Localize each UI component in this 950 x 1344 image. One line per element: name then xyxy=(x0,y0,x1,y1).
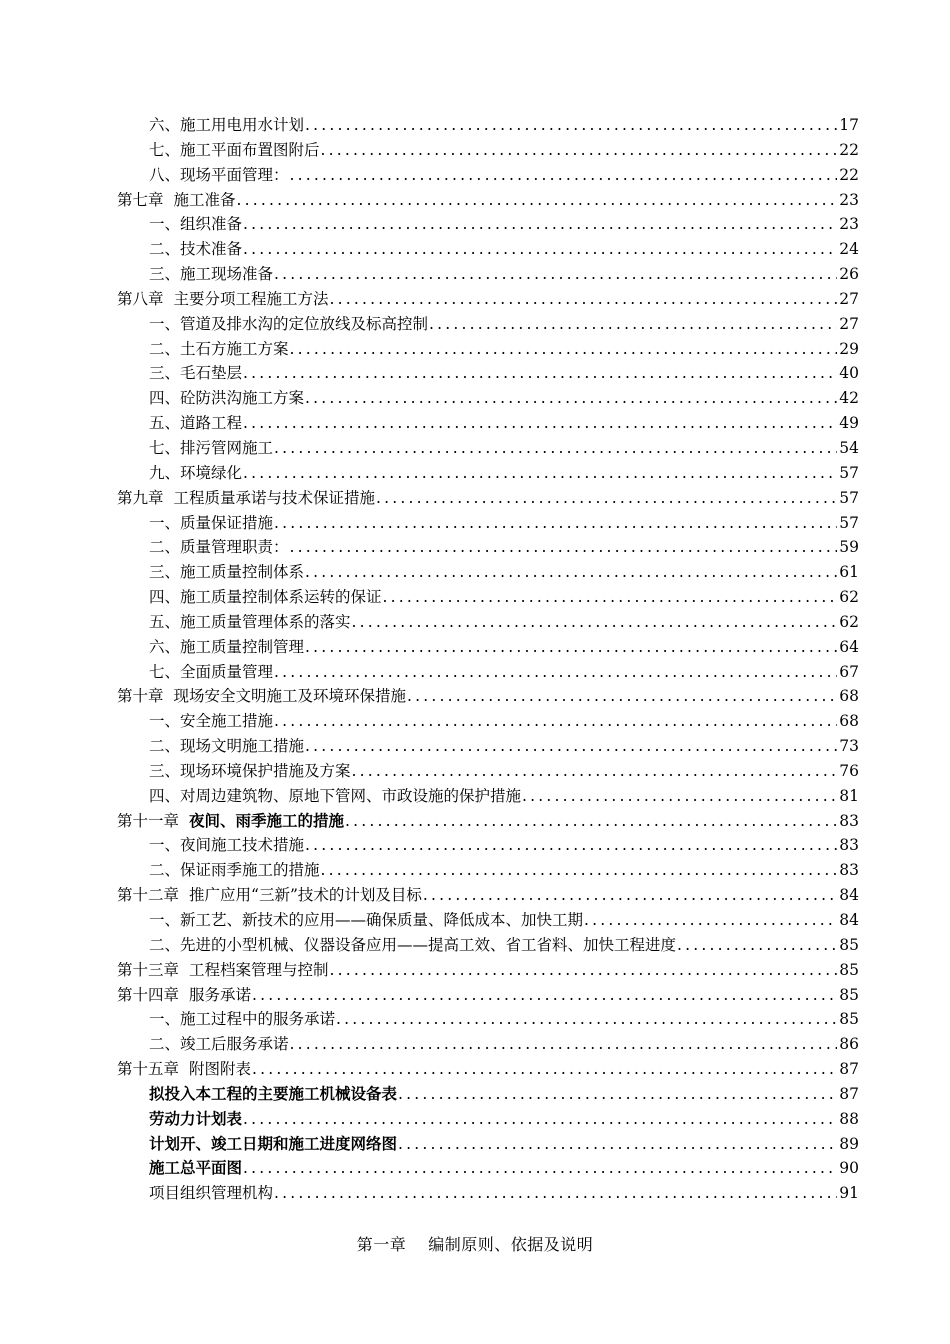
toc-entry-title xyxy=(149,1156,242,1181)
toc-entry-title xyxy=(149,585,382,610)
toc-chapter-number: 第七章 xyxy=(117,190,164,209)
toc-entry[interactable] xyxy=(0,486,950,511)
toc-title-text: 四、施工质量控制体系运转的保证 xyxy=(149,588,382,607)
toc-entry[interactable] xyxy=(0,287,950,312)
dot-leader xyxy=(274,660,837,685)
toc-entry-title xyxy=(149,361,242,386)
toc-page-number: 49 xyxy=(839,414,859,433)
toc-entry-title xyxy=(149,163,289,188)
toc-title-text: 一、安全施工措施 xyxy=(149,712,274,731)
toc-page-number: 17 xyxy=(839,116,859,134)
toc-entry[interactable] xyxy=(0,312,950,337)
toc-title-text: 二、保证雨季施工的措施 xyxy=(149,861,320,880)
toc-page-number: 84 xyxy=(839,911,859,929)
toc-chapter-number: 第九章 xyxy=(117,488,164,507)
toc-title-text: 施工总平面图 xyxy=(149,1158,243,1178)
toc-entry-title xyxy=(117,287,329,312)
dot-leader xyxy=(252,983,837,1008)
toc-chapter-number: 第十一章 xyxy=(117,811,180,830)
toc-page-number: 62 xyxy=(839,612,859,631)
dot-leader xyxy=(274,1181,837,1206)
toc-entry[interactable] xyxy=(0,1181,950,1206)
dot-leader xyxy=(305,734,837,759)
toc-entry[interactable] xyxy=(0,610,950,635)
dot-leader xyxy=(243,1156,837,1181)
toc-chapter-number: 第十五章 xyxy=(117,1060,180,1079)
toc-title-text: 七、施工平面布置图附后 xyxy=(149,140,320,159)
toc-page-number: 24 xyxy=(839,240,859,259)
dot-leader xyxy=(383,585,838,610)
toc-title-text: 八、现场平面管理： xyxy=(149,165,289,184)
toc-title-text: 三、现场环境保护措施及方案 xyxy=(149,761,351,780)
toc-entry-title xyxy=(117,684,406,709)
toc-title-text: 六、施工质量控制管理 xyxy=(149,637,305,656)
dot-leader xyxy=(321,858,838,883)
toc-page-number: 40 xyxy=(839,364,859,383)
toc-entry-title xyxy=(149,660,273,685)
toc-entry[interactable] xyxy=(0,337,950,362)
toc-entry[interactable] xyxy=(0,1132,950,1157)
dot-leader xyxy=(305,560,837,585)
dot-leader xyxy=(243,237,837,262)
toc-entry[interactable] xyxy=(0,361,950,386)
toc-entry[interactable] xyxy=(0,784,950,809)
toc-entry[interactable] xyxy=(0,660,950,685)
toc-page-number: 26 xyxy=(839,265,859,284)
toc-entry-title xyxy=(149,833,304,858)
toc-title-text: 拟投入本工程的主要施工机械设备表 xyxy=(149,1083,398,1103)
toc-chapter-number: 第十三章 xyxy=(117,960,180,979)
toc-title-text: 现场安全文明施工及环境环保措施 xyxy=(173,687,407,706)
chapter-number: 第一章 xyxy=(356,1235,407,1254)
toc-title-text: 七、全面质量管理 xyxy=(149,662,274,681)
toc-entry[interactable] xyxy=(0,908,950,933)
toc-entry[interactable] xyxy=(0,1007,950,1032)
toc-title-text: 一、组织准备 xyxy=(149,215,243,234)
toc-entry-title xyxy=(149,212,242,237)
toc-entry-title xyxy=(149,560,304,585)
toc-entry-title xyxy=(149,635,304,660)
toc-title-text: 项目组织管理机构 xyxy=(149,1184,274,1203)
toc-entry-title xyxy=(149,262,273,287)
toc-entry-title xyxy=(149,1107,242,1132)
toc-page-number: 88 xyxy=(839,1109,859,1128)
toc-entry[interactable] xyxy=(0,1082,950,1107)
toc-title-text: 四、砼防洪沟施工方案 xyxy=(149,389,305,408)
toc-title-text: 一、质量保证措施 xyxy=(149,513,274,532)
toc-entry-title xyxy=(117,486,375,511)
toc-entry-title xyxy=(149,759,351,784)
toc-entry[interactable] xyxy=(0,809,950,834)
toc-title-text: 一、新工艺、新技术的应用——确保质量、降低成本、加快工期 xyxy=(149,911,584,929)
toc-entry[interactable] xyxy=(0,138,950,163)
toc-entry[interactable] xyxy=(0,684,950,709)
dot-leader xyxy=(398,1132,837,1157)
toc-page-number: 83 xyxy=(839,836,859,855)
dot-leader xyxy=(584,908,837,933)
dot-leader xyxy=(243,361,837,386)
toc-entry-title xyxy=(149,113,304,138)
toc-page-number: 87 xyxy=(839,1084,859,1103)
dot-leader xyxy=(376,486,837,511)
dot-leader xyxy=(677,933,837,958)
toc-title-text: 计划开、竣工日期和施工进度网络图 xyxy=(149,1133,398,1153)
dot-leader xyxy=(352,759,838,784)
toc-page-number: 22 xyxy=(839,165,859,184)
toc-entry-title xyxy=(149,1082,397,1107)
toc-page-number: 27 xyxy=(839,314,859,333)
toc-entry-title xyxy=(117,958,329,983)
toc-entry[interactable] xyxy=(0,511,950,536)
toc-title-text: 三、毛石垫层 xyxy=(149,364,243,383)
toc-entry[interactable] xyxy=(0,188,950,213)
toc-page-number: 87 xyxy=(839,1060,859,1079)
toc-title-text: 六、施工用电用水计划 xyxy=(149,116,305,134)
toc-title-text: 推广应用“三新”技术的计划及目标 xyxy=(189,886,422,905)
dot-leader xyxy=(243,411,837,436)
toc-entry-title xyxy=(149,386,304,411)
toc-title-text: 一、夜间施工技术措施 xyxy=(149,836,305,855)
toc-title-text: 一、管道及排水沟的定位放线及标高控制 xyxy=(149,314,429,333)
toc-entry-title xyxy=(149,535,289,560)
toc-page-number: 85 xyxy=(839,960,859,979)
toc-entry-title xyxy=(149,709,273,734)
toc-entry-title xyxy=(149,411,242,436)
toc-entry[interactable] xyxy=(0,585,950,610)
dot-leader xyxy=(290,535,838,560)
toc-entry-title xyxy=(149,908,583,933)
toc-title-text: 服务承诺 xyxy=(189,985,252,1004)
toc-entry[interactable] xyxy=(0,635,950,660)
toc-title-text: 三、施工现场准备 xyxy=(149,265,274,284)
toc-page-number: 54 xyxy=(839,438,859,457)
toc-title-text: 二、质量管理职责： xyxy=(149,538,289,557)
dot-leader xyxy=(407,684,837,709)
toc-page-number: 62 xyxy=(839,588,859,607)
toc-page-number: 68 xyxy=(839,687,859,706)
toc-page-number: 57 xyxy=(839,463,859,482)
toc-page-number: 73 xyxy=(839,737,859,756)
toc-entry-title xyxy=(149,784,521,809)
toc-page-number: 90 xyxy=(839,1159,859,1178)
toc-entry-title xyxy=(117,188,236,213)
dot-leader xyxy=(330,287,838,312)
toc-entry[interactable] xyxy=(0,933,950,958)
toc-page-number: 42 xyxy=(839,389,859,408)
toc-entry[interactable] xyxy=(0,163,950,188)
table-of-contents xyxy=(0,113,950,1206)
toc-page-number: 83 xyxy=(839,861,859,880)
toc-entry[interactable] xyxy=(0,113,950,138)
toc-title-text: 四、对周边建筑物、原地下管网、市政设施的保护措施 xyxy=(149,786,522,805)
toc-entry-title xyxy=(149,1032,289,1057)
dot-leader xyxy=(274,511,837,536)
toc-page-number: 23 xyxy=(839,190,859,209)
toc-entry-title xyxy=(149,461,242,486)
toc-title-text: 工程质量承诺与技术保证措施 xyxy=(173,488,376,507)
dot-leader xyxy=(305,386,837,411)
toc-entry-title xyxy=(117,1057,251,1082)
toc-page-number: 91 xyxy=(839,1184,859,1203)
toc-entry[interactable] xyxy=(0,958,950,983)
toc-entry[interactable] xyxy=(0,858,950,883)
dot-leader xyxy=(252,1057,837,1082)
toc-title-text: 二、竣工后服务承诺 xyxy=(149,1035,289,1054)
toc-entry[interactable] xyxy=(0,535,950,560)
toc-entry[interactable] xyxy=(0,560,950,585)
dot-leader xyxy=(290,337,838,362)
dot-leader xyxy=(243,212,837,237)
toc-entry-title xyxy=(149,511,273,536)
dot-leader xyxy=(321,138,838,163)
toc-page-number: 29 xyxy=(839,339,859,358)
toc-page-number: 68 xyxy=(839,712,859,731)
toc-entry[interactable] xyxy=(0,709,950,734)
toc-entry-title xyxy=(149,138,320,163)
toc-page-number: 85 xyxy=(839,1010,859,1029)
dot-leader xyxy=(345,809,837,834)
toc-entry[interactable] xyxy=(0,1032,950,1057)
toc-entry[interactable] xyxy=(0,983,950,1008)
toc-page-number: 23 xyxy=(839,215,859,234)
toc-page-number: 85 xyxy=(839,985,859,1004)
toc-page-number: 85 xyxy=(839,935,859,954)
toc-page-number: 84 xyxy=(839,886,859,905)
dot-leader xyxy=(290,1032,838,1057)
toc-title-text: 五、施工质量管理体系的落实 xyxy=(149,612,351,631)
toc-chapter-number: 第十章 xyxy=(117,687,164,706)
chapter-heading xyxy=(0,1232,950,1255)
dot-leader xyxy=(274,709,837,734)
toc-title-text: 施工准备 xyxy=(173,190,236,209)
toc-title-text: 附图附表 xyxy=(189,1060,252,1079)
toc-entry-title xyxy=(149,436,273,461)
toc-page-number: 57 xyxy=(839,488,859,507)
toc-entry[interactable] xyxy=(0,461,950,486)
toc-entry[interactable] xyxy=(0,734,950,759)
toc-page-number: 27 xyxy=(839,289,859,308)
toc-chapter-number: 第十四章 xyxy=(117,985,180,1004)
toc-title-text: 三、施工质量控制体系 xyxy=(149,563,305,582)
dot-leader xyxy=(274,262,837,287)
toc-entry[interactable] xyxy=(0,262,950,287)
dot-leader xyxy=(243,461,837,486)
toc-entry-title xyxy=(149,337,289,362)
toc-page-number: 64 xyxy=(839,637,859,656)
toc-entry-title xyxy=(149,610,351,635)
toc-page-number: 61 xyxy=(839,563,859,582)
toc-page-number: 57 xyxy=(839,513,859,532)
dot-leader xyxy=(305,113,837,138)
dot-leader xyxy=(290,163,838,188)
toc-title-text: 七、排污管网施工 xyxy=(149,438,274,457)
toc-entry[interactable] xyxy=(0,833,950,858)
dot-leader xyxy=(243,1107,837,1132)
toc-title-text: 二、技术准备 xyxy=(149,240,243,259)
dot-leader xyxy=(429,312,837,337)
dot-leader xyxy=(398,1082,837,1107)
dot-leader xyxy=(237,188,838,213)
toc-title-text: 一、施工过程中的服务承诺 xyxy=(149,1010,336,1029)
toc-entry[interactable] xyxy=(0,386,950,411)
toc-page-number: 67 xyxy=(839,662,859,681)
toc-page-number: 76 xyxy=(839,761,859,780)
toc-page-number: 59 xyxy=(839,538,859,557)
toc-entry-title xyxy=(149,312,428,337)
dot-leader xyxy=(330,958,838,983)
toc-entry[interactable] xyxy=(0,1057,950,1082)
toc-title-text: 二、土石方施工方案 xyxy=(149,339,289,358)
toc-entry[interactable] xyxy=(0,759,950,784)
dot-leader xyxy=(522,784,837,809)
toc-title-text: 夜间、雨季施工的措施 xyxy=(189,810,345,830)
toc-page-number: 81 xyxy=(839,786,859,805)
toc-title-text: 二、现场文明施工措施 xyxy=(149,737,305,756)
toc-page-number: 83 xyxy=(839,811,859,830)
toc-chapter-number: 第十二章 xyxy=(117,886,180,905)
toc-title-text: 二、先进的小型机械、仪器设备应用——提高工效、省工省料、加快工程进度 xyxy=(149,935,677,954)
toc-page-number: 89 xyxy=(839,1134,859,1153)
dot-leader xyxy=(423,883,837,908)
dot-leader xyxy=(336,1007,837,1032)
toc-entry[interactable] xyxy=(0,436,950,461)
toc-entry[interactable] xyxy=(0,883,950,908)
dot-leader xyxy=(352,610,838,635)
toc-page-number: 86 xyxy=(839,1035,859,1054)
toc-entry-title xyxy=(149,734,304,759)
dot-leader xyxy=(305,635,837,660)
toc-entry[interactable] xyxy=(0,1156,950,1181)
toc-entry[interactable] xyxy=(0,1107,950,1132)
toc-title-text: 劳动力计划表 xyxy=(149,1108,243,1128)
toc-entry-title xyxy=(149,237,242,262)
toc-entry-title xyxy=(117,883,422,908)
toc-chapter-number: 第八章 xyxy=(117,289,164,308)
toc-entry-title xyxy=(149,1007,335,1032)
toc-entry-title xyxy=(117,809,344,834)
toc-page-number: 22 xyxy=(839,140,859,159)
toc-entry-title xyxy=(149,933,676,958)
toc-entry-title xyxy=(149,858,320,883)
toc-title-text: 五、道路工程 xyxy=(149,414,243,433)
toc-entry[interactable] xyxy=(0,237,950,262)
toc-title-text: 主要分项工程施工方法 xyxy=(173,289,329,308)
toc-title-text: 九、环境绿化 xyxy=(149,463,243,482)
toc-entry[interactable] xyxy=(0,411,950,436)
dot-leader xyxy=(305,833,837,858)
chapter-title: 编制原则、依据及说明 xyxy=(428,1235,594,1254)
toc-entry[interactable] xyxy=(0,212,950,237)
toc-title-text: 工程档案管理与控制 xyxy=(189,960,329,979)
toc-entry-title xyxy=(117,983,251,1008)
toc-entry-title xyxy=(149,1181,273,1206)
toc-entry-title xyxy=(149,1132,397,1157)
dot-leader xyxy=(274,436,837,461)
